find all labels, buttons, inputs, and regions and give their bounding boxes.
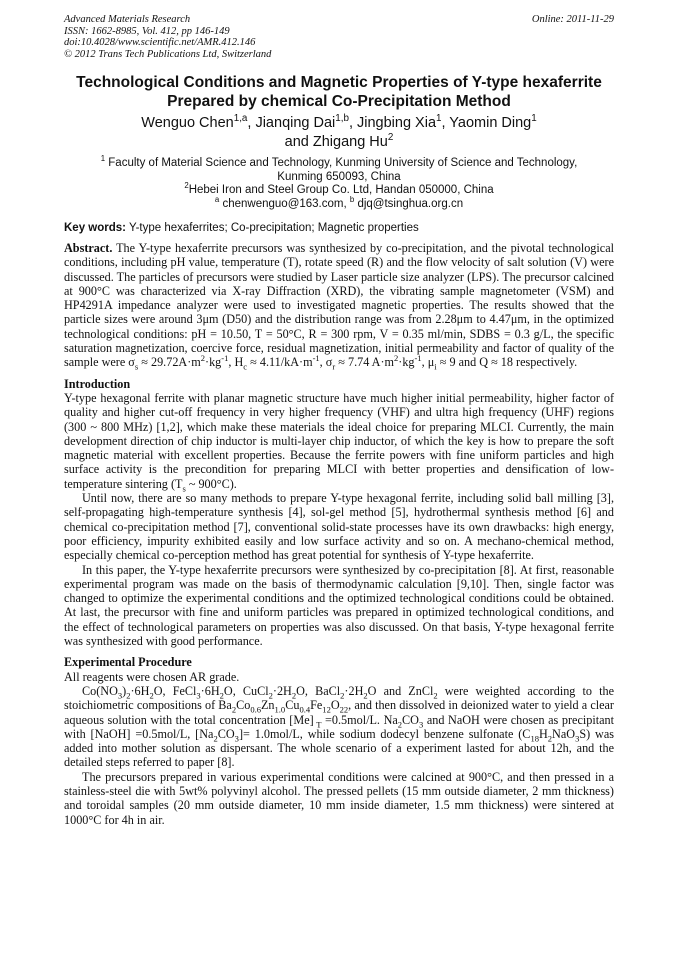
abstract-text: The Y-type hexaferrite precursors was synthesized by co-precipitation, and the pivotal technological conditions, including pH value, temperature (T), rotate speed (R) and the flow velocity of salt solution (V) were discussed. The particles of precursors were studied by Laser particle size analyzer (LPS). The precursor calcined at 900°C was characterized via X-ray Diffraction (XRD), the vibrating sample magnetometer (VSM) and HP4291A impedance analyzer were used to investigated magnetic properties. The results showed that the particle sizes were around 3μm (D50) and the distribution range was from 2.28μm to 4.47μm, in the optimized technological conditions: pH = 10.50, T = 50°C, R = 300 rpm, V = 0.35 ml/min, SDBS = 0.3 g/L, the specific saturation magnetization, coercive force, residual magnetization, initial permeability and factor of quality of the sample were σ [64, 241, 614, 370]
subscript: 2 [268, 690, 273, 701]
paragraph-text: ·6H [200, 683, 220, 698]
abstract-text: , μ [421, 355, 435, 370]
abstract-text: ·kg [205, 355, 222, 370]
paragraph-text: O, FeCl [153, 683, 197, 698]
subscript: 1.0 [274, 704, 286, 715]
subscript: 2 [291, 690, 297, 701]
journal-name: Advanced Materials Research [64, 14, 191, 25]
affiliation-marker: 2 [184, 181, 189, 191]
subscript: 12 [322, 704, 331, 715]
subscript: 2 [126, 690, 131, 701]
paragraph-text: , and then dissolved in deionized water to yield a clear aqueous solution with the total concentration [Me] [64, 698, 614, 727]
author-name: , Yaomin Ding [441, 115, 532, 131]
abstract [64, 241, 614, 370]
experimental-paragraph-3: The precursors prepared in various experimental conditions were calcined at 900°C, and then pressed in a stainless-steel die with 5wt% polyvinyl alcohol. The pressed pellets (15 mm outside diameter, 2 mm thickness) and toroidal samples (20 mm outside diameter, 10 mm inside diameter, 1.5 mm thickness) were sintered at 1000°C for 4h in air. [64, 769, 614, 827]
keywords-text: Y-type hexaferrites; Co-precipitation; Magnetic properties [126, 222, 419, 234]
paragraph-text: CO [217, 726, 235, 741]
author-emails [64, 194, 614, 212]
introduction-heading: Introduction [64, 376, 131, 391]
author-name: Wenguo Chen [141, 115, 234, 131]
subscript: 2 [397, 718, 403, 729]
subscript: 0.4 [299, 704, 311, 715]
superscript: 2 [200, 353, 206, 364]
subscript: 2 [219, 690, 224, 701]
journal-issn: ISSN: 1662-8985, Vol. 412, pp 146-149 [64, 25, 230, 37]
author-name: and Zhigang Hu [284, 134, 388, 150]
subscript: 3 [418, 718, 424, 729]
author-sup: 1,a [233, 113, 248, 125]
journal-doi: doi:10.4028/www.scientific.net/AMR.412.146 [64, 37, 256, 48]
subscript: 22 [339, 704, 349, 715]
subscript: 3 [117, 690, 123, 701]
affiliation-text: Hebei Iron and Steel Group Co. Ltd, Handan 050000, China [188, 184, 494, 196]
paragraph-text: =0.5mol/L. Na [321, 712, 398, 727]
subscript: s [182, 483, 186, 494]
paragraph-text: S) was added into mother solution as dispersant. The whole scenario of a experiment lasted for about 12h, and the detailed steps referred to paper [8]. [64, 726, 614, 770]
paragraph-text: Co [236, 698, 251, 713]
subscript: c [243, 361, 248, 372]
subscript: 2 [231, 704, 237, 715]
subscript: 3 [196, 690, 201, 701]
email-marker: a [214, 194, 220, 204]
superscript: 2 [394, 353, 399, 364]
abstract-label: Abstract. [64, 241, 113, 255]
subscript: T [313, 718, 322, 729]
experimental-paragraph-2 [64, 684, 614, 770]
subscript: 2 [547, 733, 553, 744]
author-sup: 1 [531, 113, 537, 125]
paragraph-text: Co(NO [82, 683, 118, 698]
paragraph-text: ·2H [344, 683, 364, 698]
journal-header [64, 14, 614, 60]
subscript: 2 [149, 690, 154, 701]
subscript: 2 [213, 733, 218, 744]
online-date: Online: 2011-11-29 [531, 14, 614, 25]
subscript: 3 [234, 733, 239, 744]
paragraph-text: Cu [285, 698, 300, 713]
paragraph-text: Y-type hexagonal ferrite with planar magnetic structure have much higher initial permeability, higher factor of quality and higher cut-off frequency in very higher frequency (VHF) and ultra high frequency (UHF) regions (300 ~ 800 MHz) [1,2], which make these materials the ideal choice for preparing MLCI. Currently, the main development direction of chip inductor is multi-layer chip inductor, of which the key is how to prepare the soft magnetic material with excellent properties. Because the ferrite powers with fine uniform particles and high surface activity is the precondition for preparing MLCI with better properties and densification of low-temperature sintering (T [64, 390, 614, 491]
title-line-1: Technological Conditions and Magnetic Properties of Y-type hexaferrite [76, 74, 602, 91]
subscript: 2 [363, 690, 368, 701]
paragraph-text: H [538, 726, 548, 741]
affiliation-2 [64, 181, 614, 198]
email-marker: b [349, 194, 355, 204]
paragraph-text: ·2H [272, 683, 292, 698]
keywords-label: Key words: [64, 222, 126, 234]
paragraph-text: were weighted according to the stoichiometric compositions of Ba [64, 683, 615, 713]
paragraph-text: ]= 1.0mol/L, while sodium dodecyl benzene sulfonate (C [238, 726, 531, 741]
subscript: 3 [575, 733, 580, 744]
subscript: 0.6 [250, 704, 261, 715]
subscript: 18 [530, 733, 539, 744]
superscript: -1 [221, 353, 229, 364]
paper-title [64, 73, 614, 111]
author-list [64, 114, 614, 152]
abstract-text: ≈ 9 and Q ≈ 18 respectively. [436, 355, 578, 370]
author-line-2 [64, 133, 614, 152]
subscript: r [332, 361, 336, 372]
author-sup: 1 [436, 113, 442, 125]
paragraph-text: O [330, 698, 340, 713]
experimental-heading: Experimental Procedure [64, 655, 192, 670]
affiliation-1-city: Kunming 650093, China [277, 170, 401, 183]
affiliation-1 [64, 154, 614, 171]
introduction-paragraph-3: In this paper, the Y-type hexaferrite precursors were synthesized by co-precipitation [8]. At first, reasonable experimental program was made on the basis of thermodynamic calculation [9,10]. Then, single factor was changed to optimize the experimental conditions and the optimized technological conditions could be obtained. At last, the precursor with fine and uniform particles was prepared in optimized technological conditions, and the effect of technological parameters on properties was also discussed. On that basis, Y-type hexagonal ferrite was synthesized with good performance. [64, 562, 614, 649]
introduction-paragraph-2: Until now, there are so many methods to prepare Y-type hexagonal ferrite, including solid ball milling [3], self-propagating high-temperature synthesis [4], sol-gel method [5], hydrothermal synthesis method [6] and chemical co-precipitation method [7], conventional solid-state processes have its own drawbacks: high energy, poor efficiency, impurity exhibited easily and low surface activity and so on. A mechano-chemical method, especially chemical co-perception method has great potential for synthesis of Y-type hexaferrite. [64, 491, 614, 563]
abstract-text: ≈ 7.74 A·m [335, 355, 395, 370]
abstract-text: ·kg [398, 355, 415, 370]
paragraph-text: O, BaCl [296, 683, 341, 698]
paragraph-text: O, CuCl [223, 683, 269, 698]
author-name: , Jingbing Xia [348, 115, 437, 131]
affiliation-text: Faculty of Material Science and Technology, Kunming University of Science and Technology, [108, 157, 578, 169]
author-sup: 1,b [335, 113, 349, 125]
affiliations [64, 154, 614, 211]
title-line-2: Prepared by chemical Co-Precipitation Method [167, 93, 511, 110]
subscript: i [434, 361, 437, 372]
author-name: , Jianqing Dai [247, 115, 336, 131]
affiliation-marker: 1 [100, 154, 106, 164]
paragraph-text: CO [402, 712, 419, 727]
paragraph-text: NaO [552, 726, 576, 741]
subscript: 2 [433, 690, 438, 701]
experimental-paragraph-1: All reagents were chosen AR grade. [64, 669, 240, 684]
paragraph-text: Zn [260, 698, 275, 713]
introduction-paragraph-1 [64, 390, 614, 494]
paragraph-text: O and ZnCl [367, 683, 434, 698]
keywords [64, 222, 614, 234]
email-link[interactable]: chenwenguo@163.com, [222, 197, 350, 210]
abstract-text: , σ [319, 355, 333, 370]
journal-info [64, 14, 271, 60]
subscript: 2 [340, 690, 345, 701]
abstract-text: ≈ 29.72A·m [138, 355, 201, 370]
paragraph-text: and NaOH were chosen as precipitant with [NaOH] =0.5mol/L, [Na [64, 712, 615, 741]
paragraph-text: Fe [310, 698, 323, 713]
paragraph-text: ~ 900°C). [185, 476, 237, 491]
abstract-text: , H [228, 355, 244, 370]
journal-copyright: © 2012 Trans Tech Publications Ltd, Switzerland [64, 48, 272, 60]
superscript: -1 [312, 353, 320, 364]
paragraph-text: ) [122, 683, 127, 698]
author-line-1 [64, 114, 614, 133]
subscript: s [134, 361, 139, 372]
author-sup: 2 [387, 132, 394, 144]
paragraph-text: ·6H [130, 683, 150, 698]
email-link[interactable]: djq@tsinghua.org.cn [357, 197, 464, 210]
abstract-text: ≈ 4.11/kA·m [247, 355, 313, 370]
superscript: -1 [414, 353, 422, 364]
